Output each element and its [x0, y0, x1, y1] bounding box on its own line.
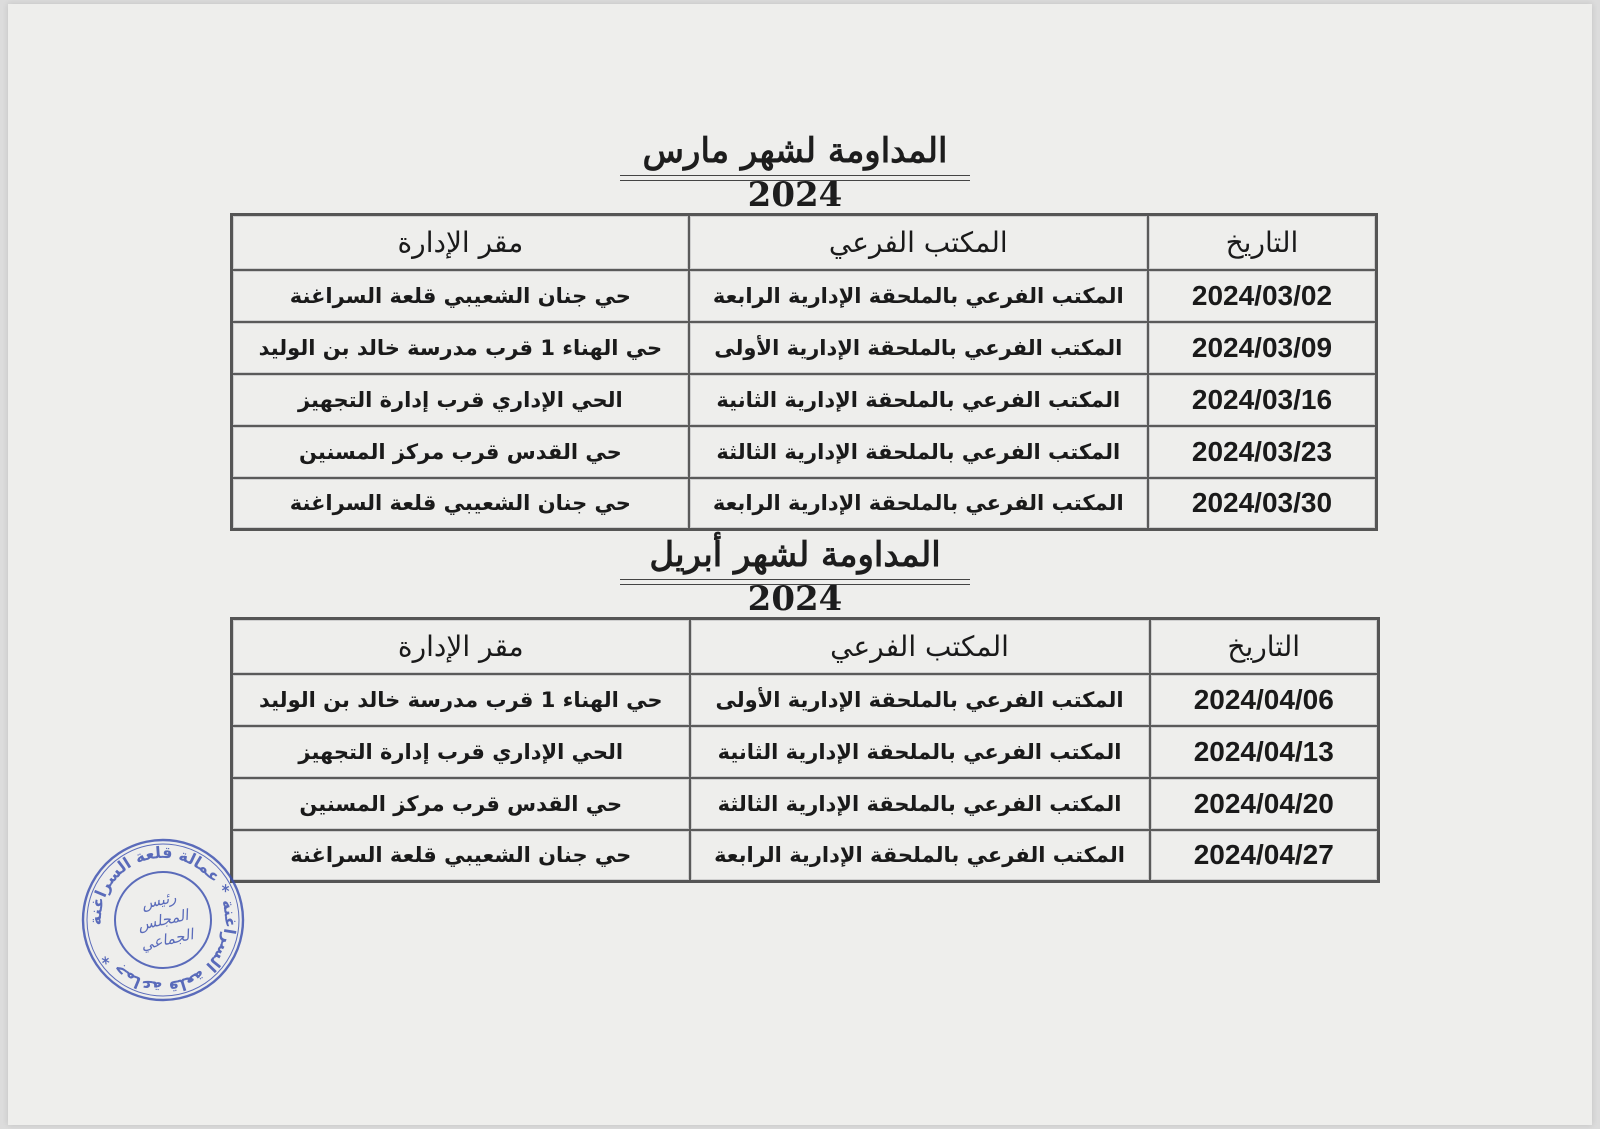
location-cell: حي جنان الشعيبي قلعة السراغنة [232, 478, 689, 530]
date-cell: 2024/03/30 [1148, 478, 1377, 530]
header-office: المكتب الفرعي [689, 215, 1148, 270]
location-cell: حي الهناء 1 قرب مدرسة خالد بن الوليد [232, 322, 689, 374]
april-title-text: المداومة لشهر أبريل 2024 [649, 535, 941, 619]
date-cell: 2024/03/09 [1148, 322, 1377, 374]
date-cell: 2024/04/06 [1150, 674, 1379, 726]
table-row [232, 830, 1379, 882]
location-cell: الحي الإداري قرب إدارة التجهيز [232, 374, 689, 426]
stamp-inner-line: الجماعي [139, 925, 196, 954]
header-date: التاريخ [1150, 619, 1379, 674]
date-cell: 2024/04/20 [1150, 778, 1379, 830]
april-title-underline [620, 579, 970, 580]
march-schedule-table [230, 213, 1378, 531]
april-title [615, 533, 975, 621]
table-header-row [232, 215, 1377, 270]
table-header-row [232, 619, 1379, 674]
office-cell: المكتب الفرعي بالملحقة الإدارية الثالثة [689, 426, 1148, 478]
header-location: مقر الإدارة [232, 619, 690, 674]
office-cell: المكتب الفرعي بالملحقة الإدارية الثالثة [690, 778, 1150, 830]
table-row [232, 322, 1377, 374]
office-cell: المكتب الفرعي بالملحقة الإدارية الثانية [690, 726, 1150, 778]
table-row [232, 374, 1377, 426]
table-row [232, 778, 1379, 830]
location-cell: حي الهناء 1 قرب مدرسة خالد بن الوليد [232, 674, 690, 726]
stamp-ring-text: جماعة قلعة السراغنة * عمالة قلعة السراغنة * [85, 842, 241, 998]
header-office: المكتب الفرعي [690, 619, 1150, 674]
location-cell: حي القدس قرب مركز المسنين [232, 778, 690, 830]
date-cell: 2024/04/13 [1150, 726, 1379, 778]
date-cell: 2024/03/23 [1148, 426, 1377, 478]
march-title [615, 129, 975, 217]
march-title-text: المداومة لشهر مارس 2024 [642, 131, 948, 215]
table-row [232, 726, 1379, 778]
table-row [232, 270, 1377, 322]
april-title-underline-double [620, 584, 970, 585]
march-title-underline [620, 175, 970, 176]
office-cell: المكتب الفرعي بالملحقة الإدارية الأولى [690, 674, 1150, 726]
header-location: مقر الإدارة [232, 215, 689, 270]
april-schedule-table [230, 617, 1380, 883]
office-cell: المكتب الفرعي بالملحقة الإدارية الرابعة [689, 270, 1148, 322]
office-cell: المكتب الفرعي بالملحقة الإدارية الرابعة [689, 478, 1148, 530]
location-cell: حي جنان الشعيبي قلعة السراغنة [232, 270, 689, 322]
table-row [232, 478, 1377, 530]
office-cell: المكتب الفرعي بالملحقة الإدارية الأولى [689, 322, 1148, 374]
date-cell: 2024/03/02 [1148, 270, 1377, 322]
stamp-inner-line: رئيس [139, 887, 178, 913]
march-title-underline-double [620, 180, 970, 181]
location-cell: حي جنان الشعيبي قلعة السراغنة [232, 830, 690, 882]
date-cell: 2024/04/27 [1150, 830, 1379, 882]
location-cell: حي القدس قرب مركز المسنين [232, 426, 689, 478]
office-cell: المكتب الفرعي بالملحقة الإدارية الثانية [689, 374, 1148, 426]
table-row [232, 674, 1379, 726]
table-row [232, 426, 1377, 478]
header-date: التاريخ [1148, 215, 1377, 270]
location-cell: الحي الإداري قرب إدارة التجهيز [232, 726, 690, 778]
stamp-inner-line: المجلس [136, 905, 190, 935]
date-cell: 2024/03/16 [1148, 374, 1377, 426]
office-cell: المكتب الفرعي بالملحقة الإدارية الرابعة [690, 830, 1150, 882]
official-stamp [78, 835, 248, 1005]
